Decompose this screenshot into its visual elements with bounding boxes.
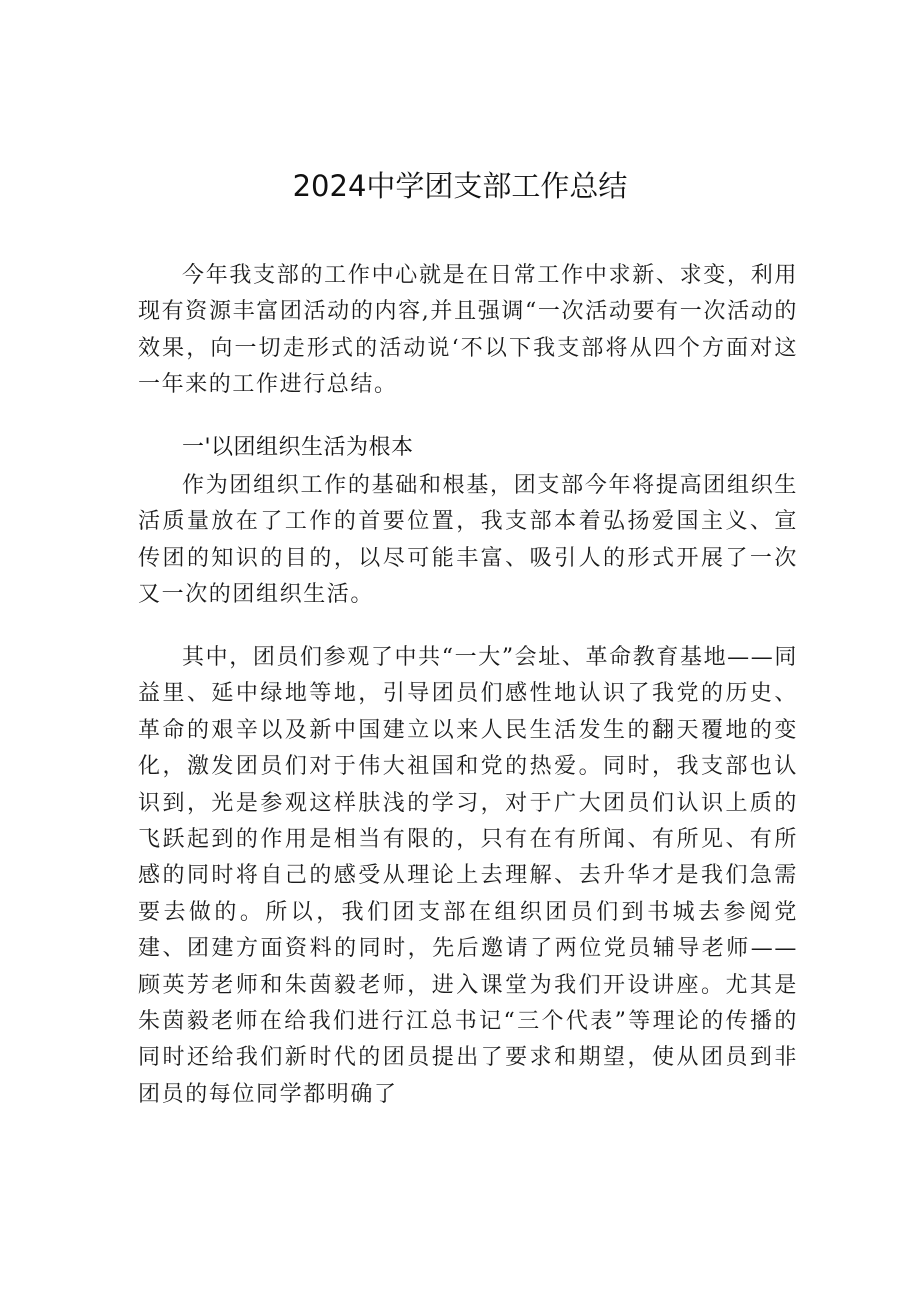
document-title: 2024中学团支部工作总结 [292, 169, 628, 203]
section-paragraph: 其中，团员们参观了中共“一大”会址、革命教育基地——同益里、延中绿地等地，引导团员们感性地认识了我党的历史、革命的艰辛以及新中国建立以来人民生活发生的翻天覆地的变化，激发团员们对于伟大祖国和党的热爱。同时，我支部也认识到，光是参观这样肤浅的学习，对于广大团员们认识上质的飞跃起到的作用是相当有限的，只有在有所闻、有所见、有所感的同时将自己的感受从理论上去理解、去升华才是我们急需要去做的。所以，我们团支部在组织团员们到书城去参阅党建、团建方面资料的同时，先后邀请了两位党员辅导老师——顾英芳老师和朱茵毅老师，进入课堂为我们开设讲座。尤其是朱茵毅老师在给我们进行江总书记“三个代表”等理论的传播的同时还给我们新时代的团员提出了要求和期望，使从团员到非团员的每位同学都明确了 [138, 645, 798, 1107]
section-paragraph: 作为团组织工作的基础和根基，团支部今年将提高团组织生活质量放在了工作的首要位置，我支部本着弘扬爱国主义、宣传团的知识的目的，以尽可能丰富、吸引人的形式开展了一次又一次的团组织生活。 [138, 473, 798, 608]
section-heading: 一'以团组织生活为根本 [182, 435, 414, 460]
document-body [138, 258, 798, 1113]
intro-paragraph: 今年我支部的工作中心就是在日常工作中求新、求变，利用现有资源丰富团活动的内容,并且强调“一次活动要有一次活动的效果，向一切走形式的活动说‘不以下我支部将从四个方面对这一年来的工作进行总结。 [138, 263, 798, 398]
